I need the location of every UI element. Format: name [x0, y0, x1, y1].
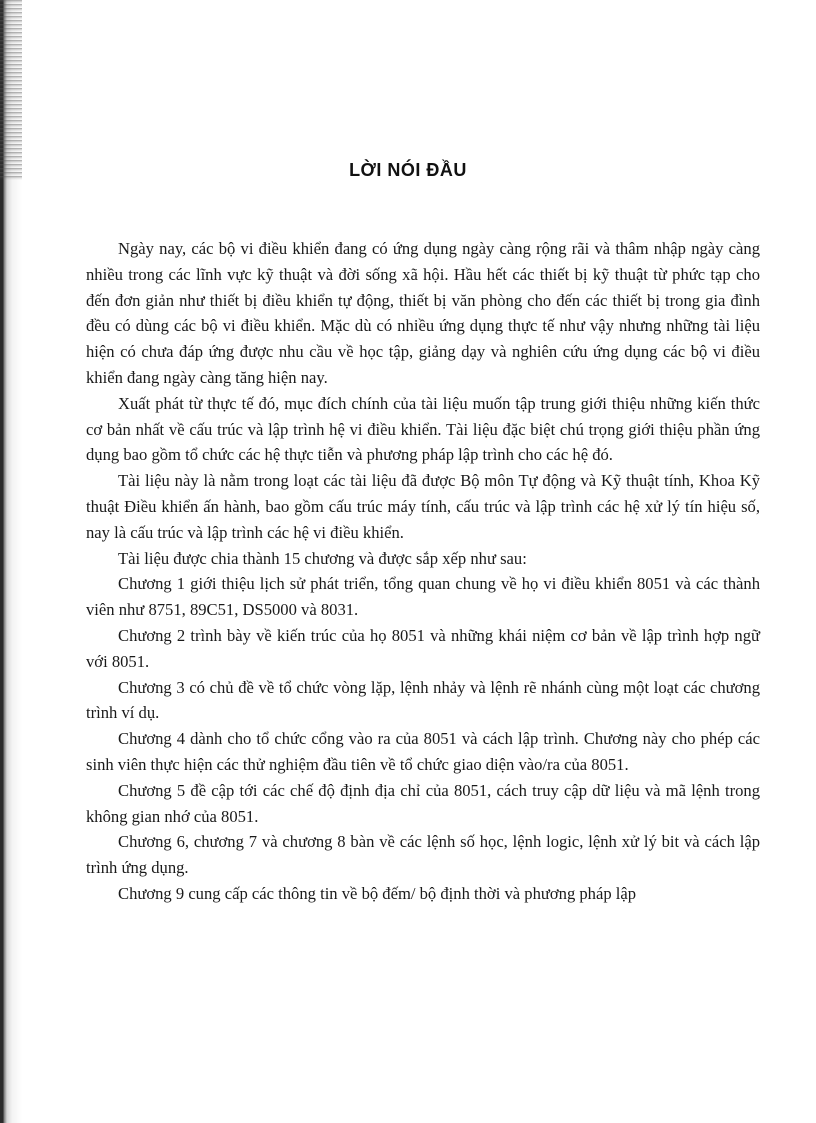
paragraph-chapter-4: Chương 4 dành cho tổ chức cổng vào ra của 8051 và cách lập trình. Chương này cho phép các sinh viên thực hiện các thử nghiệm đầu tiên về tổ chức giao diện vào/ra của 8051. — [86, 729, 760, 774]
scan-edge-noise — [0, 0, 22, 180]
paragraph-structure: Tài liệu được chia thành 15 chương và được sắp xếp như sau: — [118, 548, 527, 568]
paragraph-chapter-9: Chương 9 cung cấp các thông tin về bộ đếm/ bộ định thời và phương pháp lập — [118, 883, 637, 903]
paragraph-chapter-6-8: Chương 6, chương 7 và chương 8 bàn về các lệnh số học, lệnh logic, lệnh xử lý bit và cách lập trình ứng dụng. — [86, 832, 760, 878]
paragraph-chapter-2: Chương 2 trình bày về kiến trúc của họ 8051 và những khái niệm cơ bản về lập trình hợp ngữ với 8051. — [86, 625, 760, 671]
paragraph-chapter-5: Chương 5 đề cập tới các chế độ định địa chỉ của 8051, cách truy cập dữ liệu và mã lệnh trong không gian nhớ của 8051. — [86, 780, 760, 826]
paragraph-chapter-3: Chương 3 có chủ đề về tổ chức vòng lặp, lệnh nhảy và lệnh rẽ nhánh cùng một loạt các chương trình ví dụ. — [86, 677, 760, 723]
page-title: LỜI NÓI ĐẦU — [349, 160, 467, 180]
paragraph-chapter-1: Chương 1 giới thiệu lịch sử phát triển, tổng quan chung về họ vi điều khiển 8051 và các thành viên như 8751, 89C51, DS5000 và 8031. — [86, 574, 760, 620]
paragraph-intro: Ngày nay, các bộ vi điều khiển đang có ứng dụng ngày càng rộng rãi và thâm nhập ngày càng nhiều trong các lĩnh vực kỹ thuật và đời sống xã hội. Hầu hết các thiết bị kỹ thuật từ phức tạp cho đến đơn giản như thiết bị điều khiển tự động, thiết bị văn phòng cho đến các thiết bị trong gia đình đều có dùng các bộ vi điều khiển. Mặc dù có nhiều ứng dụng thực tế như vậy nhưng những tài liệu hiện có chưa đáp ứng được nhu cầu về học tập, giảng dạy và nghiên cứu ứng dụng các bộ vi điều khiển đang ngày càng tăng hiện nay. — [86, 239, 760, 387]
paragraph-series: Tài liệu này là nằm trong loạt các tài liệu đã được Bộ môn Tự động và Kỹ thuật tính, Khoa Kỹ thuật Điều khiển ấn hành, bao gồm cấu trúc máy tính, cấu trúc và lập trình các hệ xử lý tín hiệu số, nay là cấu trúc và lập trình các hệ vi điều khiển. — [86, 471, 760, 542]
paragraph-purpose: Xuất phát từ thực tế đó, mục đích chính của tài liệu muốn tập trung giới thiệu những kiến thức cơ bản nhất về cấu trúc và lập trình hệ vi điều khiển. Tài liệu đặc biệt chú trọng giới thiệu phần ứng dụng bao gồm tổ chức các hệ thực tiễn và phương pháp lập trình cho các hệ đó. — [86, 393, 760, 465]
body-text — [86, 236, 760, 907]
